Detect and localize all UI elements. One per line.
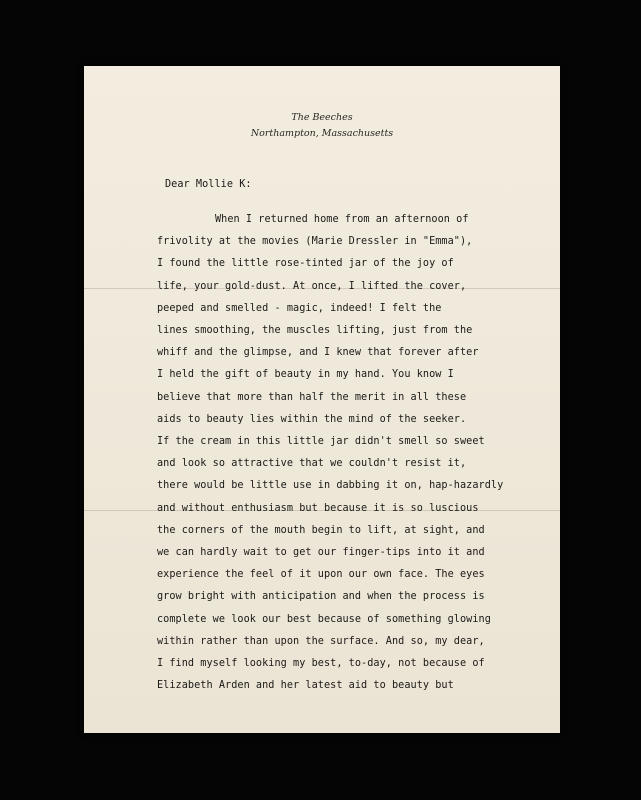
body-line: and look so attractive that we couldn't resist it, <box>157 458 467 470</box>
body-line: grow bright with anticipation and when the process is <box>157 591 485 603</box>
body-line: aids to beauty lies within the mind of the seeker. <box>157 413 467 425</box>
body-line: I found the little rose-tinted jar of the joy of <box>157 258 454 270</box>
letter-page <box>84 66 560 733</box>
body-line: within rather than upon the surface. And so, my dear, <box>157 635 485 647</box>
body-line: frivolity at the movies (Marie Dressler in "Emma"), <box>157 236 473 248</box>
body-line: I find myself looking my best, to-day, not because of <box>157 658 485 669</box>
letterhead-name: The Beeches <box>291 112 353 123</box>
body-line: lines smoothing, the muscles lifting, just from the <box>157 325 473 336</box>
body-line: Elizabeth Arden and her latest aid to beauty but <box>157 680 454 692</box>
body-line: there would be little use in dabbing it on, hap-hazardly <box>157 480 504 492</box>
body-line: and without enthusiasm but because it is so luscious <box>157 502 479 514</box>
salutation: Dear Mollie K: <box>165 179 252 190</box>
body-line: whiff and the glimpse, and I knew that forever after <box>157 347 479 359</box>
body-line: If the cream in this little jar didn't smell so sweet <box>157 436 485 447</box>
body-line: complete we look our best because of something glowing <box>157 613 491 625</box>
body-line: peeped and smelled - magic, indeed! I felt the <box>157 302 442 314</box>
body-line: we can hardly wait to get our finger-tips into it and <box>157 547 485 558</box>
body-line: experience the feel of it upon our own face. The eyes <box>157 569 485 581</box>
body-line: the corners of the mouth begin to lift, at sight, and <box>157 524 485 536</box>
body-line: I held the gift of beauty in my hand. You know I <box>157 369 454 381</box>
letterhead-address: Northampton, Massachusetts <box>250 128 394 139</box>
body-line: believe that more than half the merit in all these <box>157 391 467 403</box>
body-line: When I returned home from an afternoon of <box>215 214 469 225</box>
body-line: life, your gold-dust. At once, I lifted the cover, <box>157 280 467 292</box>
